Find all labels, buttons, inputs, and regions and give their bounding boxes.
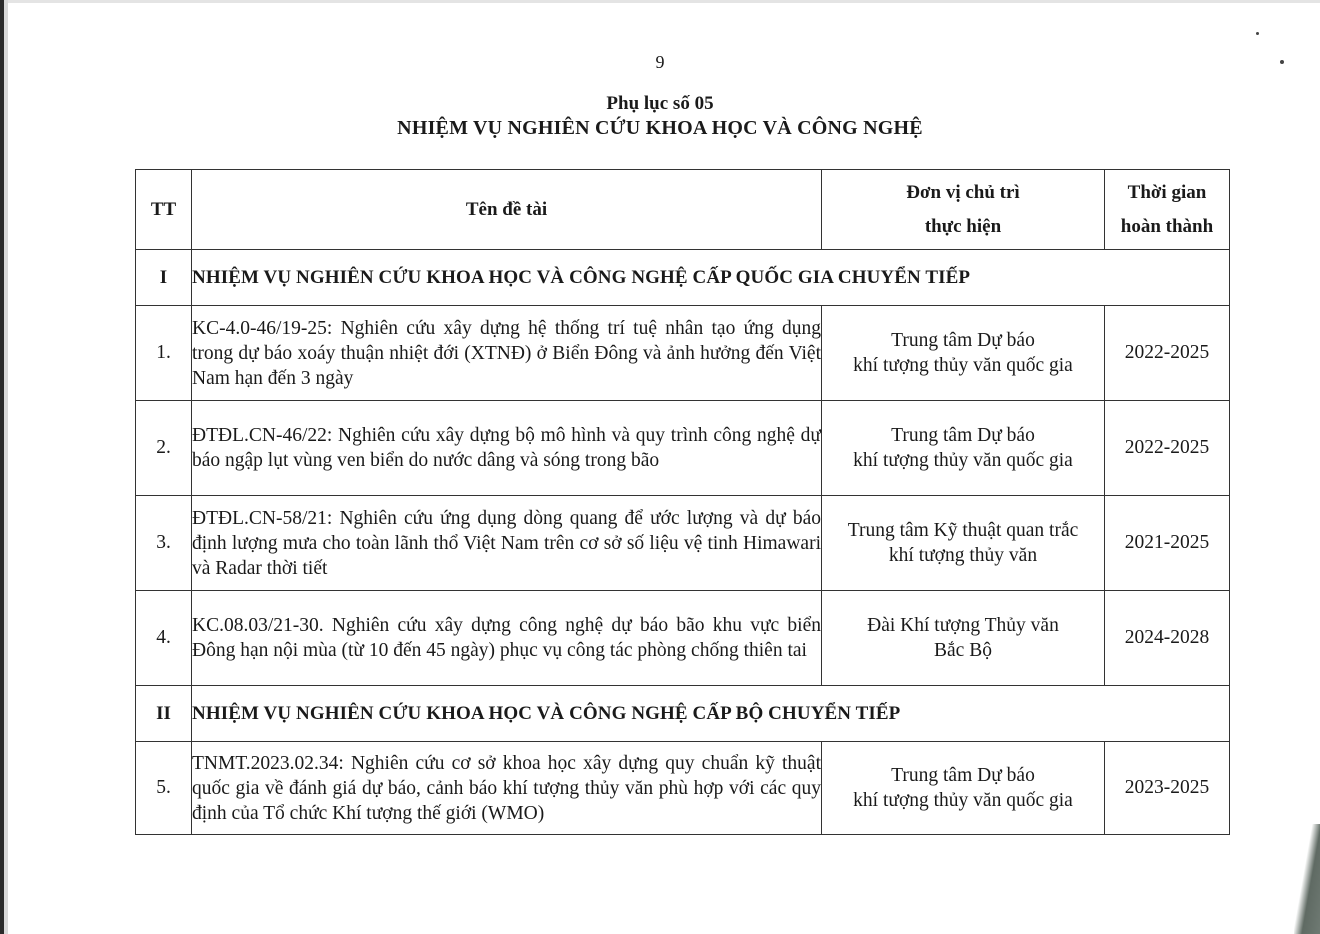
- header-name: Tên đề tài: [192, 170, 822, 250]
- row-name: KC-4.0-46/19-25: Nghiên cứu xây dựng hệ thống trí tuệ nhân tạo ứng dụng trong dự báo xoáy thuận nhiệt đới (XTNĐ) ở Biển Đông và ảnh hưởng đến Việt Nam hạn đến 3 ngày: [192, 306, 822, 401]
- row-unit-line2: khí tượng thủy văn quốc gia: [853, 355, 1073, 376]
- row-unit-line1: Trung tâm Dự báo: [891, 330, 1035, 351]
- row-unit-line2: khí tượng thủy văn quốc gia: [853, 450, 1073, 471]
- row-unit-line1: Trung tâm Kỹ thuật quan trắc: [847, 520, 1079, 541]
- row-unit: [822, 742, 1105, 835]
- header-time-line2: hoàn thành: [1120, 215, 1214, 237]
- row-time: 2023-2025: [1105, 742, 1230, 835]
- section-row: [136, 250, 1230, 306]
- row-name: ĐTĐL.CN-46/22: Nghiên cứu xây dựng bộ mô hình và quy trình công nghệ dự báo ngập lụt vùng ven biển do nước dâng và sóng trong bão: [192, 401, 822, 496]
- header-unit-line2: thực hiện: [924, 215, 1002, 237]
- scan-corner-shadow: [1294, 824, 1320, 934]
- header-time: [1105, 170, 1230, 250]
- section-number: I: [136, 250, 192, 306]
- table-row: [136, 742, 1230, 835]
- row-unit: [822, 306, 1105, 401]
- row-unit-line2: khí tượng thủy văn quốc gia: [853, 790, 1073, 811]
- row-unit-line2: Bắc Bộ: [934, 640, 992, 661]
- row-unit: [822, 496, 1105, 591]
- header-tt: TT: [136, 170, 192, 250]
- table-row: [136, 306, 1230, 401]
- row-unit: [822, 401, 1105, 496]
- section-title: NHIỆM VỤ NGHIÊN CỨU KHOA HỌC VÀ CÔNG NGHỆ CẤP BỘ CHUYỂN TIẾP: [192, 686, 1230, 742]
- row-name: TNMT.2023.02.34: Nghiên cứu cơ sở khoa học xây dựng quy chuẩn kỹ thuật quốc gia về đánh giá dự báo, cảnh báo khí tượng thủy văn phù hợp với các quy định của Tổ chức Khí tượng thế giới (WMO): [192, 742, 822, 835]
- main-title: NHIỆM VỤ NGHIÊN CỨU KHOA HỌC VÀ CÔNG NGHỆ: [397, 117, 923, 139]
- scan-left-shadow: [4, 0, 8, 934]
- table-row: [136, 591, 1230, 686]
- row-unit-line1: Đài Khí tượng Thủy văn: [867, 615, 1059, 636]
- scan-speck: [1256, 32, 1259, 35]
- scan-top-edge: [8, 0, 1320, 3]
- row-tt: 1.: [136, 306, 192, 401]
- section-row: [136, 686, 1230, 742]
- row-name: KC.08.03/21-30. Nghiên cứu xây dựng công nghệ dự báo bão khu vực biển Đông hạn nội mùa (từ 10 đến 45 ngày) phục vụ công tác phòng chống thiên tai: [192, 591, 822, 686]
- row-unit-line2: khí tượng thủy văn: [888, 545, 1038, 566]
- row-tt: 3.: [136, 496, 192, 591]
- row-unit-line1: Trung tâm Dự báo: [891, 425, 1035, 446]
- row-tt: 2.: [136, 401, 192, 496]
- header-unit: [822, 170, 1105, 250]
- page-number: 9: [655, 52, 665, 72]
- tasks-table: [135, 169, 1230, 835]
- table-row: [136, 401, 1230, 496]
- row-name: ĐTĐL.CN-58/21: Nghiên cứu ứng dụng dòng quang để ước lượng và dự báo định lượng mưa cho toàn lãnh thổ Việt Nam trên cơ sở số liệu vệ tinh Himawari và Radar thời tiết: [192, 496, 822, 591]
- row-time: 2022-2025: [1105, 306, 1230, 401]
- row-time: 2021-2025: [1105, 496, 1230, 591]
- table-row: [136, 496, 1230, 591]
- row-tt: 4.: [136, 591, 192, 686]
- header-unit-line1: Đơn vị chủ trì: [906, 181, 1020, 203]
- row-time: 2024-2028: [1105, 591, 1230, 686]
- section-title: NHIỆM VỤ NGHIÊN CỨU KHOA HỌC VÀ CÔNG NGHỆ CẤP QUỐC GIA CHUYỂN TIẾP: [192, 250, 1230, 306]
- appendix-title: Phụ lục số 05: [606, 93, 714, 114]
- section-number: II: [136, 686, 192, 742]
- table-header-row: [136, 170, 1230, 250]
- row-time: 2022-2025: [1105, 401, 1230, 496]
- row-tt: 5.: [136, 742, 192, 835]
- header-time-line1: Thời gian: [1127, 181, 1207, 203]
- row-unit: [822, 591, 1105, 686]
- row-unit-line1: Trung tâm Dự báo: [891, 765, 1035, 786]
